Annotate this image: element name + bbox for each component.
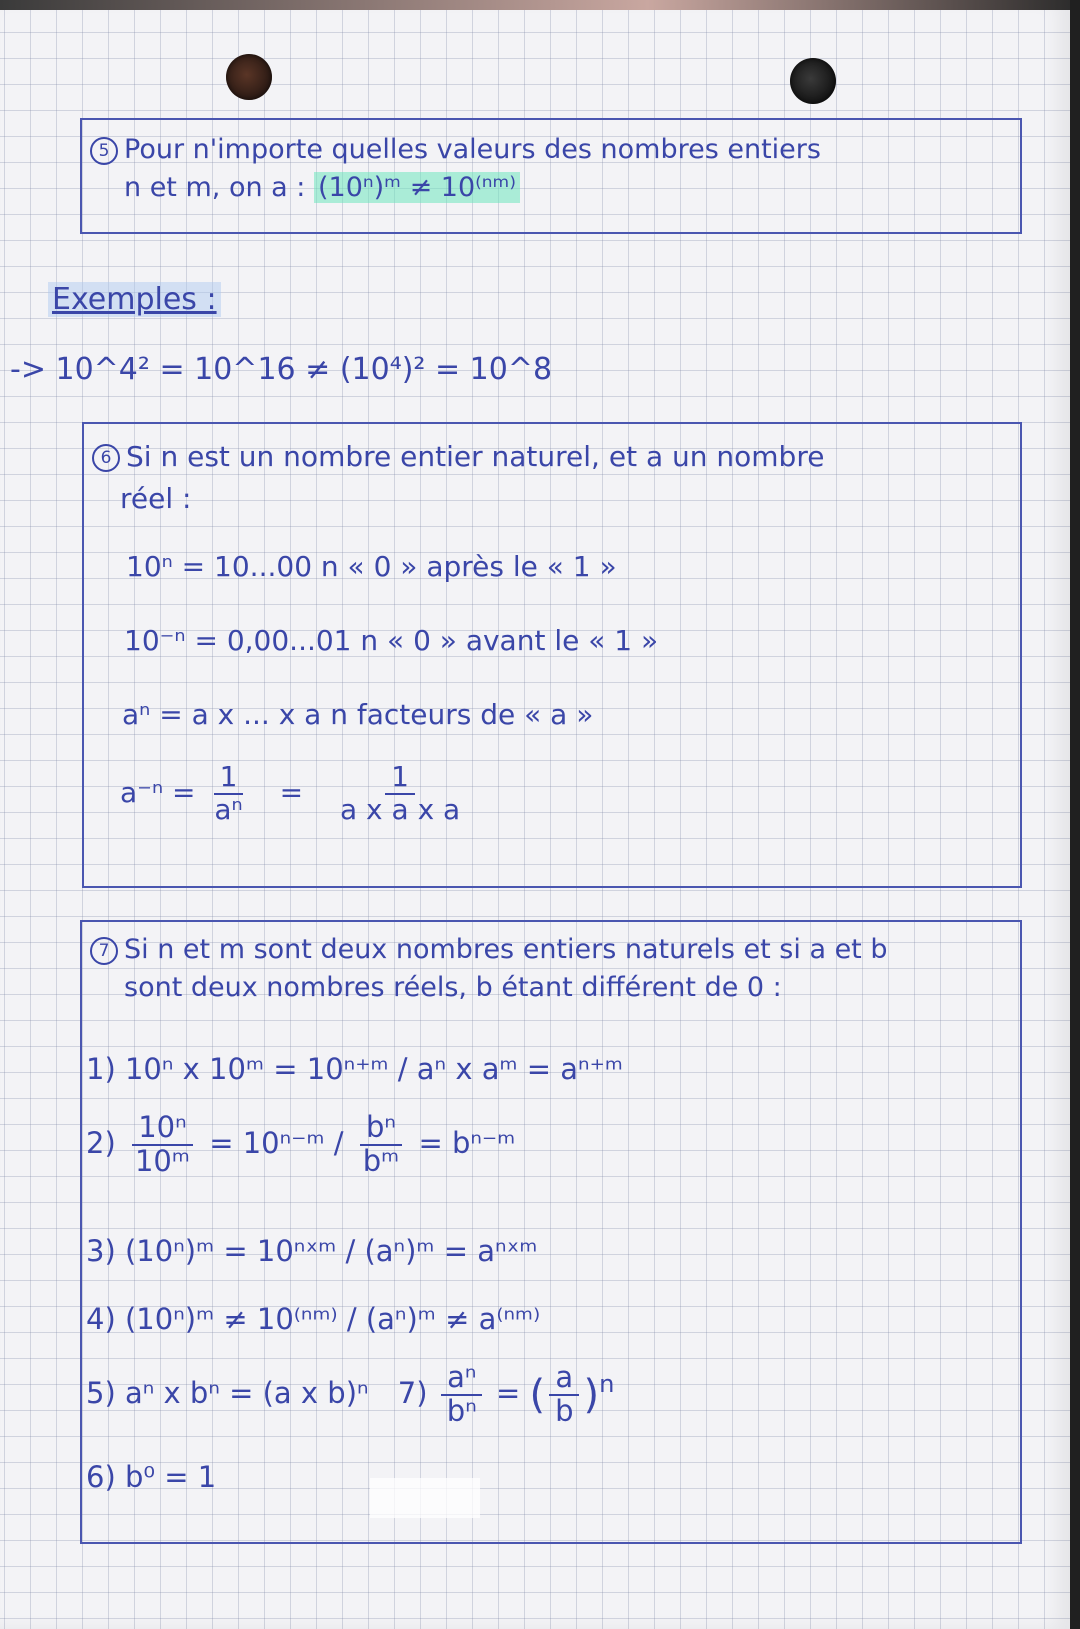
rule7-property-2: 2) $\frac{\text{10ⁿ}}{\text{10ᵐ}}$ = 10ⁿ⁻ᵐ / $\frac{\text{bⁿ}}{\text{bᵐ}}$ = bⁿ⁻ᵐ — [86, 1110, 516, 1178]
rule5-line2: n et m, on a : (10ⁿ)ᵐ ≠ 10⁽ⁿᵐ⁾ — [124, 172, 520, 203]
smudge — [370, 1478, 480, 1518]
rule6-fraction-2: $\frac{1}{\text{a x a x a}}$ — [339, 760, 461, 826]
rule7-property-1: 1) 10ⁿ x 10ᵐ = 10ⁿ⁺ᵐ / aⁿ x aᵐ = aⁿ⁺ᵐ — [86, 1052, 623, 1086]
rule6-line2: réel : — [120, 482, 192, 515]
rule6-line1: 6 Si n est un nombre entier naturel, et a un nombre — [92, 440, 824, 473]
rule7-p2-fraction-2: $\frac{\text{bⁿ}}{\text{bᵐ}}$ — [357, 1112, 405, 1178]
rule7-property-6: 6) b⁰ = 1 — [86, 1460, 217, 1494]
rule6-item2: 10⁻ⁿ = 0,00...01 n « 0 » avant le « 1 » — [124, 624, 659, 657]
rule7-line2: sont deux nombres réels, b étant différent de 0 : — [124, 972, 782, 1003]
rule7-property-5: 5) aⁿ x bⁿ = (a x b)ⁿ — [86, 1375, 369, 1410]
rule7-number: 7 — [90, 937, 118, 965]
rule7-p7-inner-fraction: $\frac{a}{b}$ — [549, 1362, 579, 1428]
rule7-property-5-7: 5) aⁿ x bⁿ = (a x b)ⁿ 7) $\frac{\text{aⁿ}}{\text{bⁿ}}$ = ( $\frac{a}{b}$ )$^n$ — [86, 1360, 615, 1428]
rule6-box — [82, 422, 1022, 888]
rule5-formula: (10ⁿ)ᵐ ≠ 10⁽ⁿᵐ⁾ — [314, 172, 520, 203]
top-edge — [0, 0, 1080, 10]
rule6-item3: aⁿ = a x ... x a n facteurs de « a » — [122, 698, 594, 731]
page-right-edge — [1070, 0, 1080, 1629]
rule7-box — [80, 920, 1022, 1544]
examples-title: Exemples : — [48, 282, 221, 317]
rule7-p7-fraction: $\frac{\text{aⁿ}}{\text{bⁿ}}$ — [441, 1362, 483, 1428]
rule7-line1: 7 Si n et m sont deux nombres entiers naturels et si a et b — [90, 934, 888, 965]
examples-line: -> 10^4² = 10^16 ≠ (10⁴)² = 10^8 — [10, 352, 553, 387]
rule7-property-4: 4) (10ⁿ)ᵐ ≠ 10⁽ⁿᵐ⁾ / (aⁿ)ᵐ ≠ a⁽ⁿᵐ⁾ — [86, 1302, 541, 1336]
rule7-p2-fraction-1: $\frac{\text{10ⁿ}}{\text{10ᵐ}}$ — [129, 1112, 196, 1178]
punch-hole-left — [226, 54, 272, 100]
rule5-number: 5 — [90, 137, 118, 165]
rule5-box — [80, 118, 1022, 234]
rule6-item1: 10ⁿ = 10...00 n « 0 » après le « 1 » — [126, 550, 617, 583]
rule6-number: 6 — [92, 444, 120, 472]
rule7-property-3: 3) (10ⁿ)ᵐ = 10ⁿˣᵐ / (aⁿ)ᵐ = aⁿˣᵐ — [86, 1234, 538, 1268]
rule6-item4: a⁻ⁿ = $\frac{1}{\text{aⁿ}}$ = $\frac{1}{\text{a x a x a}}$ — [120, 762, 470, 826]
rule6-fraction-1: $\frac{1}{\text{aⁿ}}$ — [214, 760, 243, 826]
rule5-line1: 5 Pour n'importe quelles valeurs des nombres entiers — [90, 134, 821, 165]
punch-hole-right — [790, 58, 836, 104]
